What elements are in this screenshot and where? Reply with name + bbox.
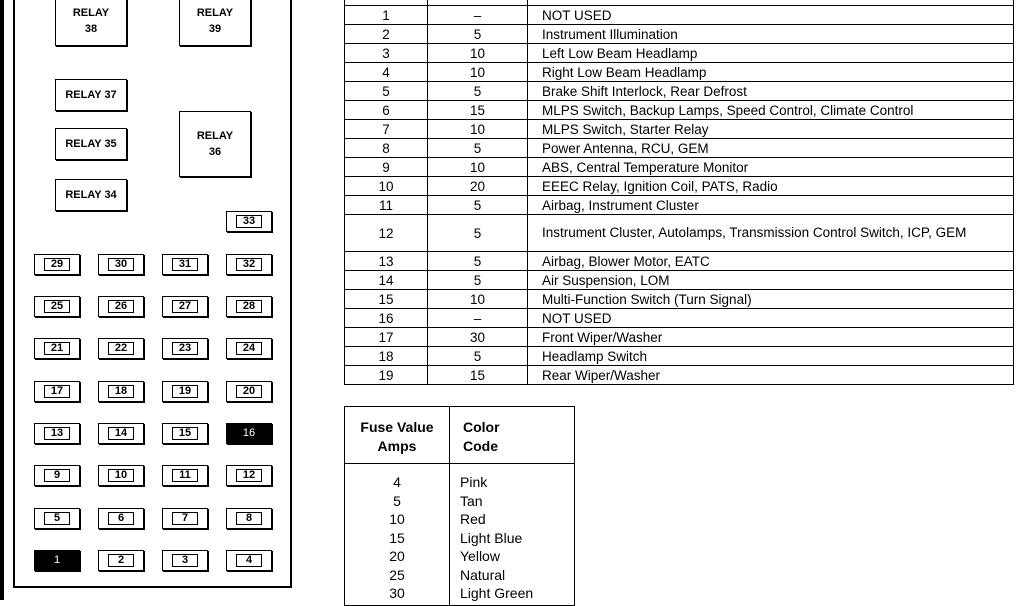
amps-cell: 5 bbox=[428, 139, 528, 158]
description-cell: Right Low Beam Headlamp bbox=[528, 63, 1014, 82]
fuse-number-cell: 11 bbox=[345, 196, 428, 215]
table-row bbox=[345, 215, 1014, 252]
fuse-24 bbox=[226, 338, 272, 359]
fuse-17 bbox=[34, 381, 80, 402]
fuse-number-cell: 13 bbox=[345, 252, 428, 271]
fuse-label: 30 bbox=[108, 258, 134, 271]
table-row bbox=[345, 328, 1014, 347]
fuse-label: 28 bbox=[236, 300, 262, 313]
amps-cell: 5 bbox=[428, 347, 528, 366]
amps-cell: – bbox=[428, 309, 528, 328]
amps-cell: 5 bbox=[428, 215, 528, 252]
fuse-label: 1 bbox=[44, 554, 70, 567]
amp-value: 5 bbox=[393, 492, 401, 509]
table-row bbox=[345, 101, 1014, 120]
table-row bbox=[345, 63, 1014, 82]
fuse-number-cell: 18 bbox=[345, 347, 428, 366]
fuse-label: 5 bbox=[44, 512, 70, 525]
amps-cell: 10 bbox=[428, 44, 528, 63]
list-item bbox=[345, 547, 574, 565]
fuse-30 bbox=[98, 254, 144, 275]
fuse-number-cell: 17 bbox=[345, 328, 428, 347]
fuse-10 bbox=[98, 465, 144, 486]
color-name: Natural bbox=[460, 566, 506, 583]
description-cell: Airbag, Blower Motor, EATC bbox=[528, 252, 1014, 271]
relay-37: RELAY 37 bbox=[55, 79, 127, 111]
fuse-28 bbox=[226, 296, 272, 317]
description-cell: Power Antenna, RCU, GEM bbox=[528, 139, 1014, 158]
table-row bbox=[345, 177, 1014, 196]
amps-cell: 20 bbox=[428, 177, 528, 196]
fuse-label: 17 bbox=[44, 385, 70, 398]
fuse-32 bbox=[226, 254, 272, 275]
table-row bbox=[345, 120, 1014, 139]
table-row bbox=[345, 82, 1014, 101]
amps-cell: 5 bbox=[428, 25, 528, 44]
table-row bbox=[345, 366, 1014, 385]
fuse-label: 15 bbox=[172, 427, 198, 440]
fuse-label: 22 bbox=[108, 342, 134, 355]
amps-cell: 15 bbox=[428, 366, 528, 385]
description-cell: Left Low Beam Headlamp bbox=[528, 44, 1014, 63]
fuse-1-highlighted bbox=[34, 550, 80, 571]
fuse-label: 6 bbox=[108, 512, 134, 525]
fuse-18 bbox=[98, 381, 144, 402]
fuse-number-cell: 1 bbox=[345, 6, 428, 25]
description-cell: Instrument Illumination bbox=[528, 25, 1014, 44]
description-cell: Rear Wiper/Washer bbox=[528, 366, 1014, 385]
amp-value: 4 bbox=[393, 474, 401, 490]
fuse-29 bbox=[34, 254, 80, 275]
amps-cell: 5 bbox=[428, 82, 528, 101]
fuse-number-cell: 16 bbox=[345, 309, 428, 328]
fuse-21 bbox=[34, 338, 80, 359]
fuse-33 bbox=[226, 211, 272, 232]
page-edge-bar bbox=[0, 0, 4, 600]
fuse-number-cell: 15 bbox=[345, 290, 428, 309]
list-item bbox=[345, 492, 574, 510]
fuse-table-body bbox=[345, 0, 1014, 385]
amps-cell: 30 bbox=[428, 328, 528, 347]
amps-cell: 5 bbox=[428, 271, 528, 290]
fuse-label: 24 bbox=[236, 342, 262, 355]
fuse-15 bbox=[162, 423, 208, 444]
description-cell: MLPS Switch, Backup Lamps, Speed Control, Climate Control bbox=[528, 101, 1014, 120]
fuse-11 bbox=[162, 465, 208, 486]
fuse-label: 10 bbox=[108, 469, 134, 482]
description-cell: NOT USED bbox=[528, 6, 1014, 25]
amps-cell: 10 bbox=[428, 63, 528, 82]
description-cell: Multi-Function Switch (Turn Signal) bbox=[528, 290, 1014, 309]
table-row bbox=[345, 158, 1014, 177]
fuse-label: 7 bbox=[172, 512, 198, 525]
fuse-25 bbox=[34, 296, 80, 317]
amps-cell: 5 bbox=[428, 252, 528, 271]
amps-cell: 5 bbox=[428, 196, 528, 215]
fuse-9 bbox=[34, 465, 80, 486]
color-name: Pink bbox=[460, 474, 488, 490]
fuse-label: 12 bbox=[236, 469, 262, 482]
description-cell: Brake Shift Interlock, Rear Defrost bbox=[528, 82, 1014, 101]
fuse-number-cell: 3 bbox=[345, 44, 428, 63]
header-color-code: Color Code bbox=[463, 419, 500, 454]
color-name: Light Green bbox=[460, 585, 534, 601]
list-item bbox=[345, 529, 574, 547]
fuse-27 bbox=[162, 296, 208, 317]
color-name: Tan bbox=[460, 492, 483, 509]
description-cell: EEEC Relay, Ignition Coil, PATS, Radio bbox=[528, 177, 1014, 196]
fuse-label: 19 bbox=[172, 385, 198, 398]
table-row bbox=[345, 196, 1014, 215]
fuse-20 bbox=[226, 381, 272, 402]
fuse-14 bbox=[98, 423, 144, 444]
fuse-label: 4 bbox=[236, 554, 262, 567]
table-row bbox=[345, 44, 1014, 63]
fuse-number-cell: 2 bbox=[345, 25, 428, 44]
amps-cell: – bbox=[428, 6, 528, 25]
fuse-number-cell: 9 bbox=[345, 158, 428, 177]
fuse-number-cell: 14 bbox=[345, 271, 428, 290]
fuse-label: 29 bbox=[44, 258, 70, 271]
fuse-number-cell: 19 bbox=[345, 366, 428, 385]
fuse-number-cell: 10 bbox=[345, 177, 428, 196]
fuse-label: 9 bbox=[44, 469, 70, 482]
fuse-number-cell: 7 bbox=[345, 120, 428, 139]
fuse-31 bbox=[162, 254, 208, 275]
table-row bbox=[345, 271, 1014, 290]
amps-cell: 10 bbox=[428, 158, 528, 177]
table-row bbox=[345, 347, 1014, 366]
fuse-6 bbox=[98, 508, 144, 529]
fuse-label: 20 bbox=[236, 385, 262, 398]
description-cell: NOT USED bbox=[528, 309, 1014, 328]
fuse-label: 26 bbox=[108, 300, 134, 313]
description-cell: Air Suspension, LOM bbox=[528, 271, 1014, 290]
list-item bbox=[345, 473, 574, 491]
amp-value: 20 bbox=[389, 548, 405, 564]
relay-36: RELAY 36 bbox=[179, 111, 251, 177]
fuse-3 bbox=[162, 550, 208, 571]
fuse-label: 8 bbox=[236, 512, 262, 525]
fuse-label: 14 bbox=[108, 427, 134, 440]
table-row bbox=[345, 309, 1014, 328]
fuse-label: 13 bbox=[44, 427, 70, 440]
color-name: Red bbox=[460, 511, 486, 527]
list-item bbox=[345, 584, 574, 602]
description-cell: Airbag, Instrument Cluster bbox=[528, 196, 1014, 215]
fuse-19 bbox=[162, 381, 208, 402]
fuse-8 bbox=[226, 508, 272, 529]
header-divider bbox=[345, 463, 574, 464]
fuse-number-cell: 12 bbox=[345, 215, 428, 252]
amp-value: 30 bbox=[389, 585, 405, 601]
description-cell: Front Wiper/Washer bbox=[528, 328, 1014, 347]
fuse-color-code-table bbox=[344, 406, 575, 606]
description-cell: Instrument Cluster, Autolamps, Transmission Control Switch, ICP, GEM bbox=[528, 215, 1014, 252]
color-name: Yellow bbox=[460, 548, 500, 564]
amp-value: 15 bbox=[389, 529, 405, 546]
fuse-label: 11 bbox=[172, 469, 198, 482]
fuse-label: 31 bbox=[172, 258, 198, 271]
description-cell: Headlamp Switch bbox=[528, 347, 1014, 366]
description-cell: MLPS Switch, Starter Relay bbox=[528, 120, 1014, 139]
fuse-label: 16 bbox=[236, 427, 262, 440]
fuse-22 bbox=[98, 338, 144, 359]
fuse-label: 25 bbox=[44, 300, 70, 313]
fuse-12 bbox=[226, 465, 272, 486]
fuse-number-cell: 8 bbox=[345, 139, 428, 158]
table-row bbox=[345, 6, 1014, 25]
fuse-label: 27 bbox=[172, 300, 198, 313]
color-name: Light Blue bbox=[460, 529, 523, 546]
amp-value: 10 bbox=[389, 511, 405, 527]
fuse-number-cell: 4 bbox=[345, 63, 428, 82]
fuse-4 bbox=[226, 550, 272, 571]
list-item bbox=[345, 510, 574, 528]
amps-cell: 10 bbox=[428, 120, 528, 139]
fuse-26 bbox=[98, 296, 144, 317]
relay-35: RELAY 35 bbox=[55, 128, 127, 160]
fuse-5 bbox=[34, 508, 80, 529]
fuse-number-cell: 6 bbox=[345, 101, 428, 120]
fuse-23 bbox=[162, 338, 208, 359]
amp-value: 25 bbox=[389, 566, 405, 583]
relay-38: RELAY 38 bbox=[55, 0, 127, 46]
fuse-16-highlighted bbox=[226, 423, 272, 444]
fuse-number-cell: 5 bbox=[345, 82, 428, 101]
fuse-7 bbox=[162, 508, 208, 529]
fuse-label: 23 bbox=[172, 342, 198, 355]
fuse-label: 21 bbox=[44, 342, 70, 355]
table-row bbox=[345, 139, 1014, 158]
relay-39: RELAY 39 bbox=[179, 0, 251, 46]
fuse-label: 18 bbox=[108, 385, 134, 398]
table-row bbox=[345, 252, 1014, 271]
description-cell: ABS, Central Temperature Monitor bbox=[528, 158, 1014, 177]
fuse-label: 33 bbox=[236, 215, 262, 228]
amps-cell: 15 bbox=[428, 101, 528, 120]
fuse-label: 3 bbox=[172, 554, 198, 567]
list-item bbox=[345, 566, 574, 584]
fuse-assignment-table bbox=[344, 0, 1014, 385]
fuse-label: 2 bbox=[108, 554, 134, 567]
fuse-box-panel bbox=[13, 0, 292, 588]
fuse-2 bbox=[98, 550, 144, 571]
amps-cell: 10 bbox=[428, 290, 528, 309]
fuse-13 bbox=[34, 423, 80, 444]
table-row bbox=[345, 290, 1014, 309]
table-row bbox=[345, 25, 1014, 44]
header-fuse-value-amps: Fuse Value Amps bbox=[360, 419, 434, 454]
fuse-label: 32 bbox=[236, 258, 262, 271]
relay-34: RELAY 34 bbox=[55, 179, 127, 211]
